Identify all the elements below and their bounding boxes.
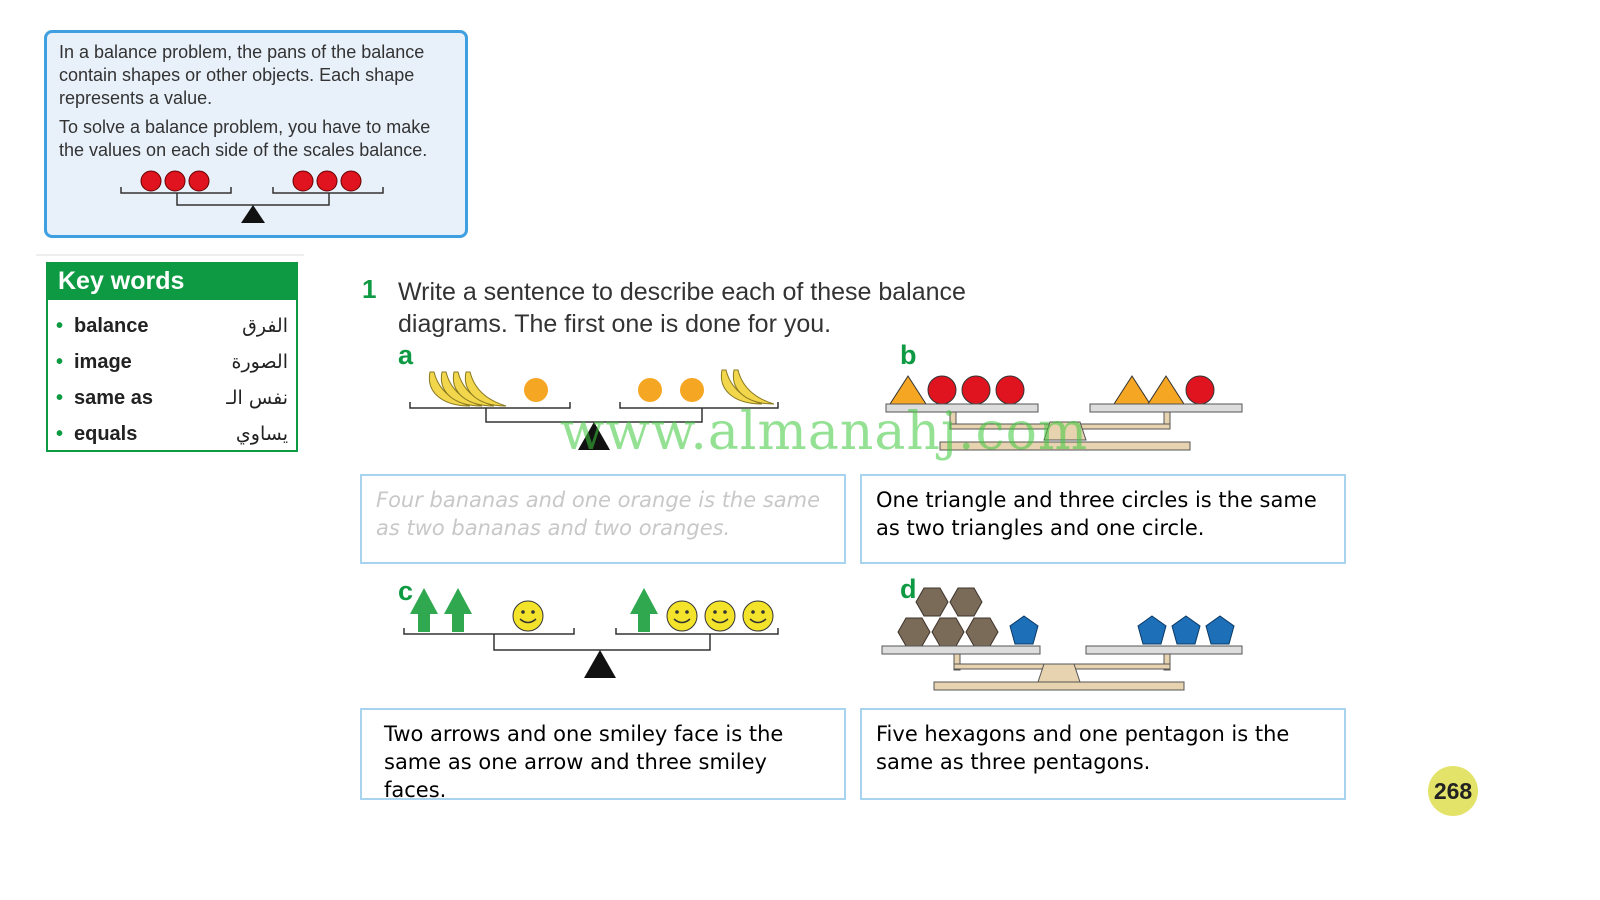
- info-paragraph-1: In a balance problem, the pans of the balance contain shapes or other objects. Each shape represents a value.: [59, 42, 425, 108]
- orange-icon: [524, 378, 548, 402]
- key-word-ar: يساوي: [235, 423, 288, 445]
- pentagon-icon: [1138, 616, 1166, 644]
- answer-box-d[interactable]: Five hexagons and one pentagon is the same as three pentagons.: [860, 708, 1346, 800]
- circle-icon: [928, 376, 956, 404]
- circle-icon: [962, 376, 990, 404]
- part-label-b: b: [900, 340, 917, 370]
- page-number: 268: [1428, 766, 1478, 816]
- info-paragraph-2: To solve a balance problem, you have to make the values on each side of the scales balance.: [59, 117, 431, 160]
- hexagon-icon: [898, 588, 998, 646]
- arrow-icon: [630, 588, 658, 632]
- answer-box-a[interactable]: Four bananas and one orange is the same as two bananas and two oranges.: [360, 474, 846, 564]
- bullet-icon: •: [56, 315, 64, 337]
- bullet-icon: •: [56, 387, 64, 409]
- orange-icon: [638, 378, 662, 402]
- key-word-row: [48, 416, 296, 452]
- key-word-ar: الصورة: [231, 351, 288, 373]
- part-label-d: d: [900, 574, 917, 604]
- circle-icon: [1186, 376, 1214, 404]
- smiley-icon: [743, 601, 773, 631]
- smiley-icon: [705, 601, 735, 631]
- key-words-title: Key words: [48, 264, 296, 300]
- triangle-icon: [1114, 376, 1150, 404]
- mini-balance-diagram: [119, 165, 389, 225]
- key-word-ar: الفرق: [242, 315, 288, 337]
- orange-icon: [680, 378, 704, 402]
- key-word-row: [48, 308, 296, 344]
- banana-icon: [429, 372, 506, 406]
- banana-icon: [721, 370, 774, 404]
- pentagon-icon: [1172, 616, 1200, 644]
- info-box: [44, 30, 468, 238]
- part-label-c: c: [398, 576, 414, 606]
- smiley-icon: [513, 601, 543, 631]
- key-word-en: image: [74, 351, 132, 373]
- watermark: www.almanahj.com: [560, 402, 1089, 462]
- balance-diagram-c: [410, 588, 790, 688]
- arrow-icon: [410, 588, 438, 632]
- smiley-icon: [667, 601, 697, 631]
- triangle-icon: [890, 376, 926, 404]
- answer-box-c[interactable]: Two arrows and one smiley face is the same as one arrow and three smiley faces.: [360, 708, 846, 800]
- key-word-en: balance: [74, 315, 149, 337]
- circle-icon: [996, 376, 1024, 404]
- key-word-en: same as: [74, 387, 153, 409]
- part-label-a: a: [398, 340, 414, 370]
- triangle-icon: [1148, 376, 1184, 404]
- question-number: 1: [362, 274, 377, 304]
- answer-box-b[interactable]: One triangle and three circles is the same as two triangles and one circle.: [860, 474, 1346, 564]
- bullet-icon: •: [56, 351, 64, 373]
- bullet-icon: •: [56, 423, 64, 445]
- key-word-row: [48, 344, 296, 380]
- key-words-box: [46, 262, 298, 452]
- pentagon-icon: [1010, 616, 1038, 644]
- divider: [36, 254, 304, 256]
- arrow-icon: [444, 588, 472, 632]
- pentagon-icon: [1206, 616, 1234, 644]
- key-word-row: [48, 380, 296, 416]
- balance-diagram-d: [880, 586, 1280, 696]
- key-word-ar: نفس الـ: [226, 387, 288, 409]
- question-text: Write a sentence to describe each of these balance diagrams. The first one is done for you.: [398, 278, 966, 338]
- key-word-en: equals: [74, 423, 138, 445]
